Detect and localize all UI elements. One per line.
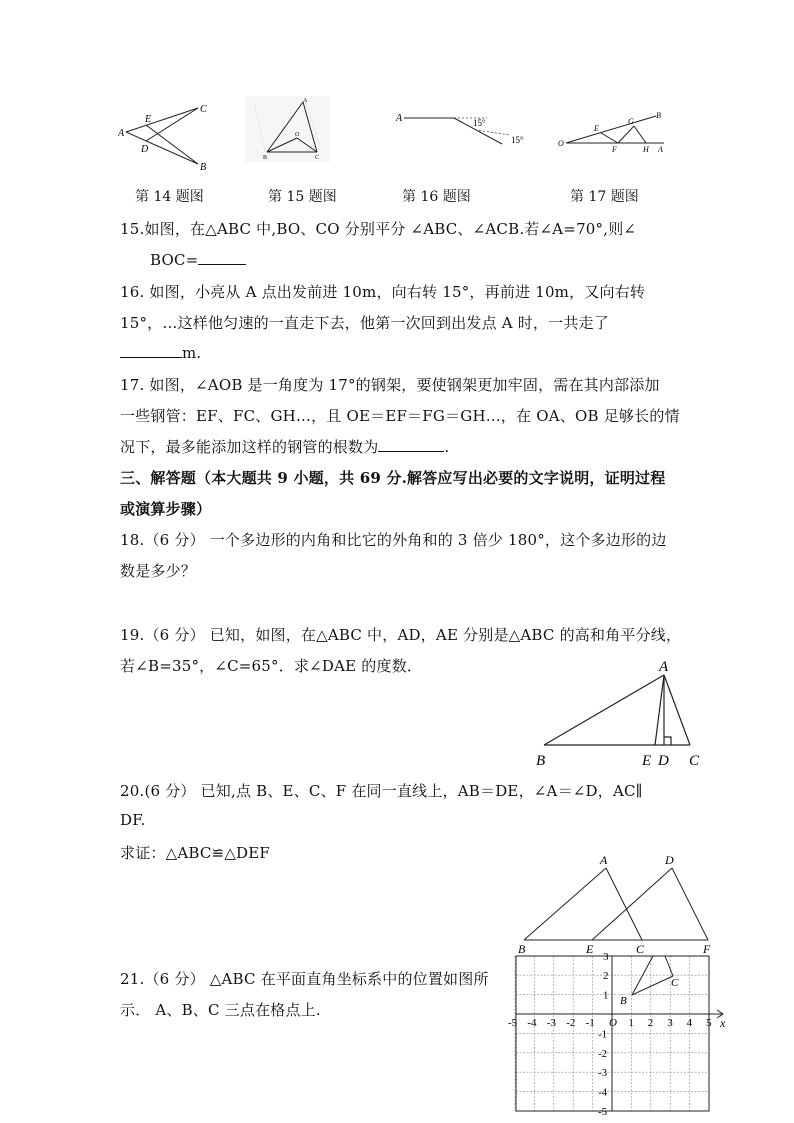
q19-line1: 19.（6 分） 已知，如图，在△ABC 中，AD，AE 分别是△ABC 的高和角平分线， xyxy=(120,626,682,644)
q16-line2: 15°，…这样他匀速的一直走下去，他第一次回到出发点 A 时，一共走了 xyxy=(120,314,609,332)
grid-label-c: C xyxy=(671,977,679,989)
fig17-label-e: E xyxy=(594,124,599,133)
section3-line2: 或演算步骤） xyxy=(120,500,212,518)
q21-line2: 示． A、B、C 三点在格点上. xyxy=(120,1001,321,1019)
figure-19 xyxy=(530,655,710,775)
caption-fig15: 第 15 题图 xyxy=(268,189,337,205)
fig14-label-c: C xyxy=(200,104,207,115)
q20-line1: 20.(6 分） 已知,点 B、E、C、F 在同一直线上，AB＝DE，∠A＝∠D，AC∥ xyxy=(120,782,643,800)
coordinate-grid xyxy=(508,952,734,1120)
figure-16 xyxy=(392,106,532,156)
x-tick-label: -4 xyxy=(527,1017,537,1029)
q16-line3-suffix: m. xyxy=(182,344,202,362)
x-tick-label: 1 xyxy=(628,1017,634,1029)
fig17-label-g: G xyxy=(628,117,634,126)
fig14-label-e: E xyxy=(145,114,152,125)
x-tick-label: 4 xyxy=(686,1017,693,1029)
y-tick-label: -4 xyxy=(598,1086,608,1099)
q19-line2: 若∠B=35°，∠C=65°．求∠DAE 的度数． xyxy=(120,657,423,675)
section3-line1: 三、解答题（本大题共 9 小题，共 69 分.解答应写出必要的文字说明，证明过程 xyxy=(120,469,666,487)
fig20-label-f: F xyxy=(703,942,711,956)
x-tick-label: -3 xyxy=(546,1017,556,1029)
y-tick-label: 2 xyxy=(603,970,609,983)
q17-answer-blank[interactable] xyxy=(378,437,444,452)
fig19-label-e: E xyxy=(642,753,652,769)
y-tick-label: -3 xyxy=(598,1067,608,1080)
q18-line2: 数是多少？ xyxy=(120,562,197,580)
fig15-label-b: B xyxy=(263,155,268,161)
fig17-label-o: O xyxy=(558,139,564,148)
x-tick-label: 3 xyxy=(667,1017,673,1029)
x-tick-label: O xyxy=(609,1017,617,1029)
q17-line1: 17. 如图，∠AOB 是一角度为 17°的钢架，要使钢架更加牢固，需在其内部添加 xyxy=(120,376,660,394)
fig19-label-b: B xyxy=(536,753,546,769)
fig16-angle-1: 15° xyxy=(473,118,486,128)
fig16-angle-2: 15° xyxy=(511,135,524,145)
fig15-label-o: O xyxy=(295,132,300,138)
q16-line1: 16. 如图，小亮从 A 点出发前进 10m，向右转 15°，再前进 10m，又向右转 xyxy=(120,283,646,301)
fig15-label-a: A xyxy=(303,98,308,104)
fig14-label-a: A xyxy=(118,128,125,139)
q15-line1: 15.如图，在△ABC 中,BO、CO 分别平分 ∠ABC、∠ACB.若∠A=70°,则∠ xyxy=(120,220,637,238)
y-tick-label: 3 xyxy=(603,952,609,963)
fig19-label-c: C xyxy=(689,753,700,769)
q17-line3-text: 况下，最多能添加这样的钢管的根数为 xyxy=(120,438,379,456)
q17-line3 xyxy=(120,436,449,457)
q15-answer-blank[interactable] xyxy=(198,250,246,265)
q17-line3-suffix: . xyxy=(444,438,450,456)
fig20-label-d: D xyxy=(665,853,674,867)
y-tick-label: -5 xyxy=(598,1106,608,1118)
q20-line3: 求证：△ABC≌△DEF xyxy=(120,844,271,862)
fig20-label-b: B xyxy=(518,942,526,956)
q15-line2 xyxy=(150,250,246,269)
q16-answer-blank[interactable] xyxy=(120,343,182,358)
figure-17 xyxy=(556,108,671,154)
caption-fig16: 第 16 题图 xyxy=(402,189,471,205)
q21-line1: 21.（6 分） △ABC 在平面直角坐标系中的位置如图所 xyxy=(120,970,489,988)
fig20-label-a: A xyxy=(600,853,608,867)
grid-label-b: B xyxy=(620,995,627,1007)
q18-line1: 18.（6 分） 一个多边形的内角和比它的外角和的 3 倍少 180°，这个多边形的边 xyxy=(120,531,667,549)
figure-15 xyxy=(245,96,330,162)
q20-line2: DF. xyxy=(120,811,146,829)
x-tick-label: 2 xyxy=(647,1017,654,1029)
fig20-label-c: C xyxy=(636,942,645,956)
caption-fig17: 第 17 题图 xyxy=(570,189,639,205)
fig15-label-c: C xyxy=(315,155,320,161)
fig17-label-h: H xyxy=(643,145,649,154)
fig16-label-a: A xyxy=(396,113,403,124)
fig19-label-a: A xyxy=(659,659,669,675)
q16-line3 xyxy=(120,343,201,362)
y-tick-label: -2 xyxy=(598,1047,608,1060)
x-tick-label: -1 xyxy=(585,1017,595,1029)
fig17-label-f: F xyxy=(612,145,617,154)
fig17-label-b: B xyxy=(656,111,661,120)
x-tick-label: 5 xyxy=(706,1017,712,1029)
fig17-label-a: A xyxy=(658,145,663,154)
fig14-label-d: D xyxy=(141,144,149,155)
x-tick-label: -2 xyxy=(566,1017,576,1029)
fig19-label-d: D xyxy=(658,753,669,769)
y-tick-label: 1 xyxy=(603,989,609,1002)
x-axis-label: x xyxy=(720,1016,726,1030)
fig20-label-e: E xyxy=(586,942,594,956)
figure-14 xyxy=(118,100,213,172)
figure-20 xyxy=(510,850,720,960)
q17-line2: 一些钢管：EF、FC、GH…，且 OE＝EF＝FG＝GH…，在 OA、OB 足够长的情 xyxy=(120,407,680,425)
x-tick-label: -5 xyxy=(508,1017,518,1029)
y-tick-label: -1 xyxy=(598,1028,608,1041)
q15-line2-text: BOC= xyxy=(150,251,199,269)
caption-fig14: 第 14 题图 xyxy=(135,189,204,205)
fig14-label-b: B xyxy=(200,162,207,172)
